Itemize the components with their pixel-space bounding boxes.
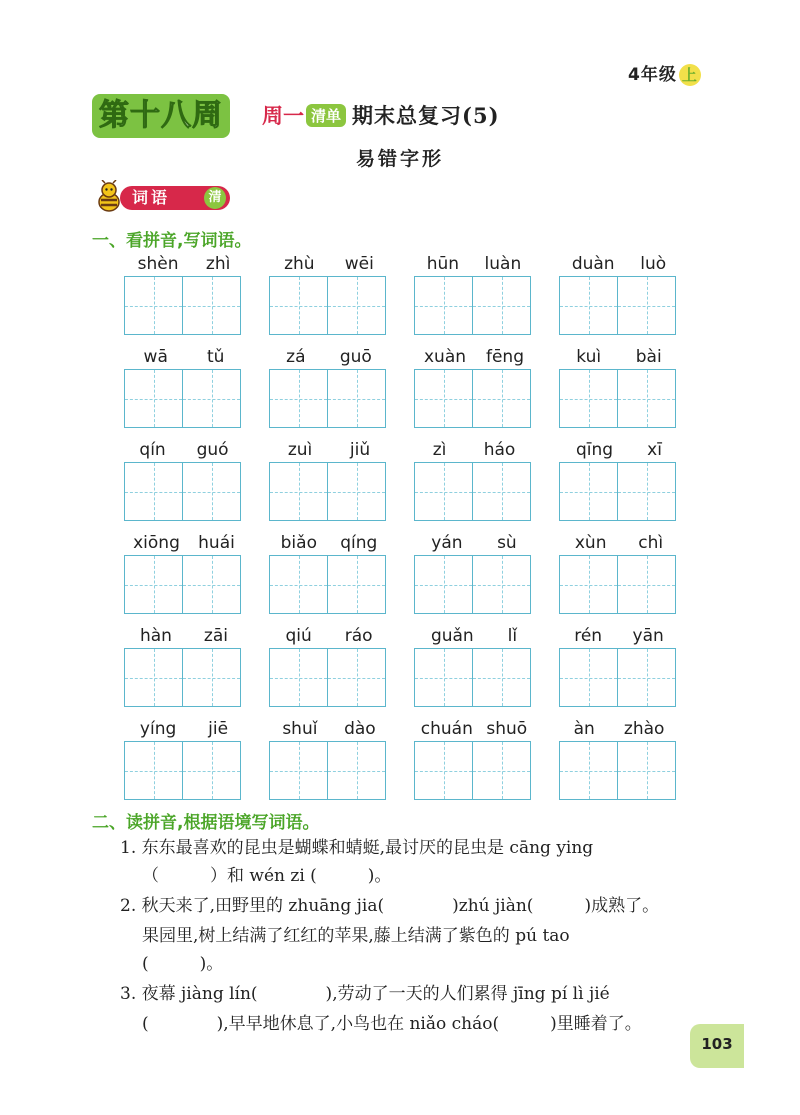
- pinyin-syllable: luàn: [484, 254, 522, 274]
- writing-boxes: [559, 741, 677, 800]
- pinyin-syllable: zuì: [287, 440, 313, 460]
- writing-boxes: [559, 276, 677, 335]
- pinyin-syllable: wā: [143, 347, 168, 367]
- pinyin-syllable: duàn: [571, 254, 615, 274]
- section-badge-mark: 清: [204, 187, 226, 209]
- pinyin-syllable: qiú: [285, 626, 312, 646]
- writing-boxes: [124, 555, 242, 614]
- writing-box[interactable]: [618, 462, 676, 521]
- pinyin-syllable: zāi: [203, 626, 228, 646]
- pinyin-syllable: huái: [198, 533, 235, 553]
- pinyin-syllable: qíng: [340, 533, 378, 553]
- pinyin-syllable: xiōng: [133, 533, 180, 553]
- writing-boxes: [414, 369, 532, 428]
- writing-box[interactable]: [269, 648, 328, 707]
- pinyin-label: [559, 719, 679, 741]
- grade-label: [628, 60, 701, 86]
- pinyin-syllable: biǎo: [280, 533, 317, 553]
- pinyin-syllable: zá: [286, 347, 306, 367]
- writing-box[interactable]: [269, 369, 328, 428]
- review-title: 期末总复习(5): [352, 103, 500, 128]
- pinyin-label: [124, 719, 244, 741]
- pinyin-syllable: xī: [647, 440, 662, 460]
- pinyin-syllable: yán: [431, 533, 463, 553]
- grade-volume-badge: 上: [679, 64, 701, 86]
- pinyin-syllable: háo: [483, 440, 516, 460]
- writing-box[interactable]: [618, 276, 676, 335]
- writing-boxes: [124, 276, 242, 335]
- page-subtitle: 易错字形: [355, 148, 444, 170]
- pinyin-label: [414, 440, 534, 462]
- writing-box[interactable]: [183, 276, 241, 335]
- day-label: 周一: [262, 104, 304, 128]
- pinyin-syllable: zì: [432, 440, 447, 460]
- writing-box[interactable]: [328, 369, 386, 428]
- pinyin-label: [414, 533, 534, 555]
- writing-box[interactable]: [183, 555, 241, 614]
- pinyin-label: [124, 626, 244, 648]
- pinyin-label: [124, 254, 244, 276]
- pinyin-syllable: chuán: [420, 719, 473, 739]
- pinyin-syllable: qín: [139, 440, 166, 460]
- writing-boxes: [124, 369, 242, 428]
- sentence-line: 3. 夜幕 jiàng lín( ),劳动了一天的人们累得 jīng pí lì jié: [120, 984, 610, 1004]
- writing-boxes: [414, 555, 532, 614]
- writing-box[interactable]: [473, 648, 531, 707]
- pinyin-syllable: guō: [339, 347, 372, 367]
- writing-box[interactable]: [124, 462, 183, 521]
- pinyin-label: [269, 254, 389, 276]
- sentence-line: ( )。: [142, 954, 224, 974]
- writing-boxes: [414, 648, 532, 707]
- section-badge-label: 词语: [132, 188, 171, 207]
- writing-box[interactable]: [414, 276, 473, 335]
- pinyin-label: [124, 347, 244, 369]
- writing-box[interactable]: [618, 741, 676, 800]
- writing-box[interactable]: [414, 462, 473, 521]
- writing-box[interactable]: [618, 648, 676, 707]
- writing-box[interactable]: [183, 462, 241, 521]
- pinyin-syllable: kuì: [576, 347, 602, 367]
- question-1-heading: 一、看拼音,写词语。: [92, 231, 252, 251]
- writing-boxes: [559, 555, 677, 614]
- writing-box[interactable]: [328, 648, 386, 707]
- writing-box[interactable]: [269, 276, 328, 335]
- pinyin-syllable: xuàn: [423, 347, 467, 367]
- writing-boxes: [269, 741, 387, 800]
- grade-text: 4年级: [628, 65, 677, 85]
- sentence-line: 果园里,树上结满了红红的苹果,藤上结满了紫色的 pú tao: [142, 926, 570, 946]
- list-badge: 清单: [306, 104, 346, 127]
- writing-box[interactable]: [473, 555, 531, 614]
- writing-box[interactable]: [183, 369, 241, 428]
- writing-box[interactable]: [473, 462, 531, 521]
- pinyin-label: [414, 626, 534, 648]
- writing-boxes: [269, 369, 387, 428]
- pinyin-label: [124, 533, 244, 555]
- section-badge-pill: [120, 186, 230, 210]
- pinyin-syllable: luò: [640, 254, 667, 274]
- pinyin-label: [559, 533, 679, 555]
- pinyin-syllable: hàn: [139, 626, 172, 646]
- writing-box[interactable]: [328, 276, 386, 335]
- pinyin-syllable: qīng: [576, 440, 614, 460]
- writing-box[interactable]: [618, 555, 676, 614]
- writing-boxes: [269, 648, 387, 707]
- writing-box[interactable]: [559, 462, 618, 521]
- writing-boxes: [559, 369, 677, 428]
- writing-box[interactable]: [328, 741, 386, 800]
- writing-box[interactable]: [414, 648, 473, 707]
- writing-box[interactable]: [124, 555, 183, 614]
- sentence-line: 2. 秋天来了,田野里的 zhuāng jia( )zhú jiàn( )成熟了。: [120, 896, 660, 916]
- writing-box[interactable]: [559, 555, 618, 614]
- pinyin-syllable: jiē: [208, 719, 229, 739]
- week-tag: 第十八周: [92, 94, 230, 138]
- pinyin-label: [559, 347, 679, 369]
- pinyin-label: [559, 440, 679, 462]
- writing-box[interactable]: [124, 648, 183, 707]
- writing-boxes: [559, 648, 677, 707]
- pinyin-syllable: hūn: [426, 254, 460, 274]
- pinyin-syllable: yíng: [139, 719, 177, 739]
- writing-boxes: [124, 648, 242, 707]
- pinyin-syllable: shèn: [137, 254, 179, 274]
- writing-boxes: [414, 276, 532, 335]
- pinyin-label: [269, 533, 389, 555]
- pinyin-label: [269, 719, 389, 741]
- pinyin-syllable: zhì: [205, 254, 231, 274]
- writing-box[interactable]: [124, 276, 183, 335]
- pinyin-syllable: shuō: [486, 719, 528, 739]
- pinyin-syllable: lǐ: [507, 626, 518, 646]
- writing-boxes: [124, 741, 242, 800]
- writing-boxes: [414, 741, 532, 800]
- pinyin-syllable: xùn: [574, 533, 607, 553]
- pinyin-label: [414, 254, 534, 276]
- pinyin-label: [124, 440, 244, 462]
- pinyin-syllable: ráo: [344, 626, 373, 646]
- sentence-line: ( ),早早地休息了,小鸟也在 niǎo cháo( )里睡着了。: [142, 1014, 642, 1034]
- pinyin-syllable: dào: [344, 719, 376, 739]
- sentence-line: （ ）和 wén zi ( )。: [142, 866, 392, 886]
- writing-box[interactable]: [559, 369, 618, 428]
- writing-boxes: [269, 276, 387, 335]
- writing-box[interactable]: [618, 369, 676, 428]
- writing-boxes: [559, 462, 677, 521]
- pinyin-label: [414, 347, 534, 369]
- pinyin-label: [559, 254, 679, 276]
- pinyin-syllable: zhào: [623, 719, 665, 739]
- pinyin-label: [269, 347, 389, 369]
- writing-box[interactable]: [328, 462, 386, 521]
- writing-box[interactable]: [183, 741, 241, 800]
- writing-boxes: [124, 462, 242, 521]
- writing-box[interactable]: [414, 369, 473, 428]
- writing-box[interactable]: [269, 555, 328, 614]
- pinyin-label: [269, 626, 389, 648]
- pinyin-syllable: fēng: [485, 347, 524, 367]
- writing-box[interactable]: [414, 741, 473, 800]
- sentence-line: 1. 东东最喜欢的昆虫是蝴蝶和蜻蜓,最讨厌的昆虫是 cāng ying: [120, 838, 594, 858]
- title-row: [262, 100, 500, 130]
- writing-boxes: [414, 462, 532, 521]
- pinyin-syllable: rén: [574, 626, 603, 646]
- writing-boxes: [269, 555, 387, 614]
- pinyin-syllable: guó: [196, 440, 229, 460]
- writing-box[interactable]: [559, 648, 618, 707]
- writing-boxes: [269, 462, 387, 521]
- pinyin-syllable: wēi: [344, 254, 374, 274]
- pinyin-label: [269, 440, 389, 462]
- writing-box[interactable]: [473, 369, 531, 428]
- pinyin-syllable: zhù: [284, 254, 315, 274]
- pinyin-syllable: sù: [497, 533, 517, 553]
- writing-box[interactable]: [328, 555, 386, 614]
- pinyin-label: [559, 626, 679, 648]
- writing-box[interactable]: [124, 369, 183, 428]
- writing-box[interactable]: [269, 741, 328, 800]
- pinyin-label: [414, 719, 534, 741]
- pinyin-syllable: tǔ: [206, 347, 225, 367]
- writing-box[interactable]: [183, 648, 241, 707]
- writing-box[interactable]: [559, 276, 618, 335]
- pinyin-syllable: shuǐ: [282, 719, 318, 739]
- pinyin-syllable: jiǔ: [349, 440, 371, 460]
- writing-box[interactable]: [473, 741, 531, 800]
- writing-box[interactable]: [124, 741, 183, 800]
- page-number: 103: [690, 1024, 744, 1068]
- pinyin-syllable: guǎn: [430, 626, 474, 646]
- pinyin-syllable: bài: [635, 347, 662, 367]
- pinyin-syllable: àn: [573, 719, 595, 739]
- pinyin-syllable: chì: [638, 533, 664, 553]
- question-2-heading: 二、读拼音,根据语境写词语。: [92, 813, 320, 833]
- writing-box[interactable]: [473, 276, 531, 335]
- writing-box[interactable]: [269, 462, 328, 521]
- pinyin-syllable: yān: [632, 626, 664, 646]
- writing-box[interactable]: [559, 741, 618, 800]
- writing-box[interactable]: [414, 555, 473, 614]
